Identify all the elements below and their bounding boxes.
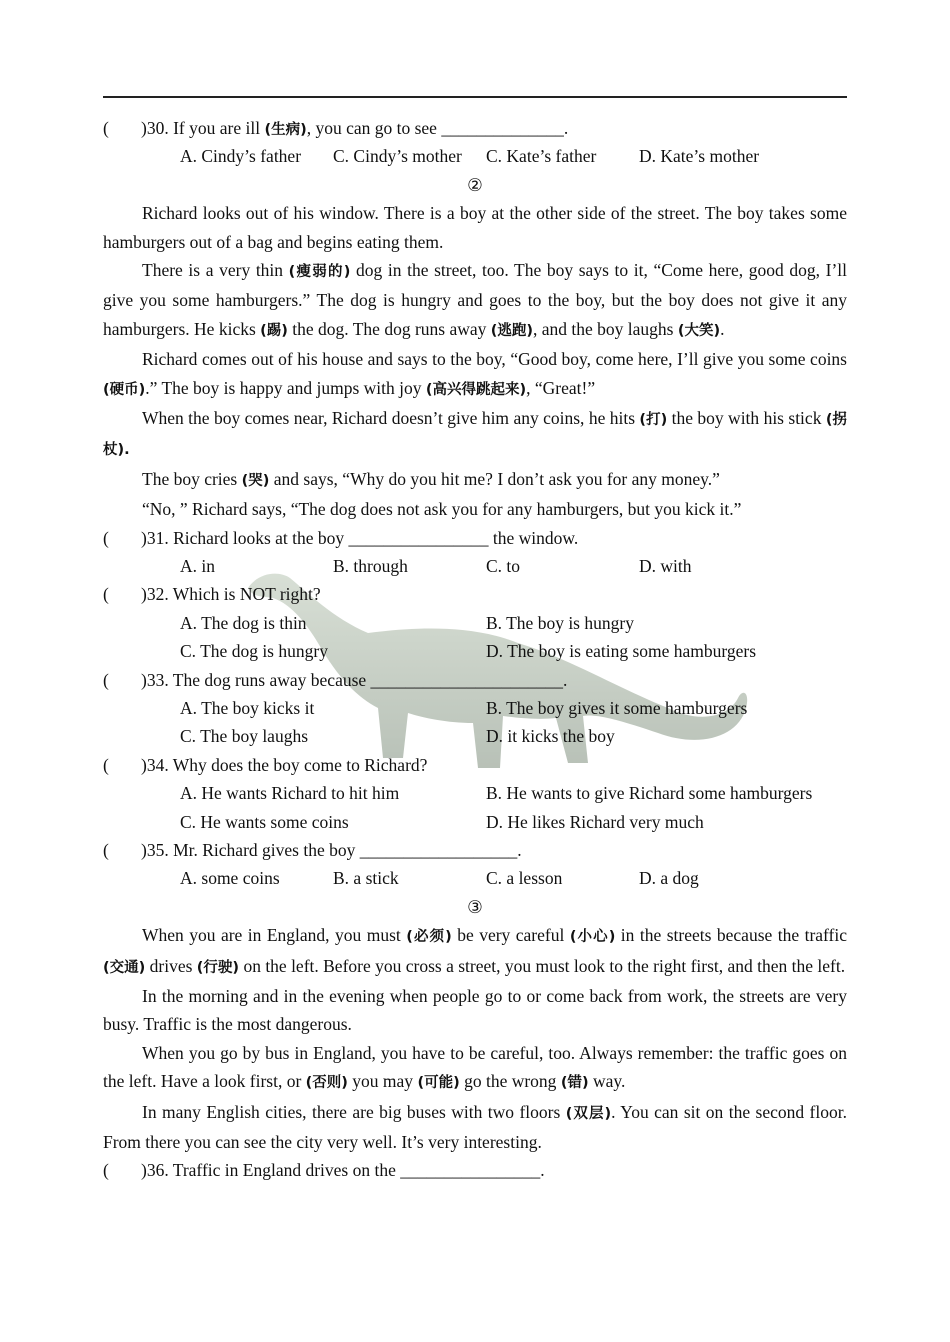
text: way. (588, 1071, 626, 1092)
question-31-options (103, 552, 847, 580)
text: on the left. Before you cross a street, you must look to the right first, and then the left. (239, 955, 846, 976)
chinese-gloss: (大笑) (677, 322, 721, 339)
question-text-part: , you can go to see ______________. (306, 118, 569, 138)
answer-paren[interactable]: ( (103, 118, 109, 138)
option-b[interactable]: B. The boy gives it some hamburgers (486, 697, 748, 718)
question-text: )32. Which is NOT right? (141, 584, 321, 605)
question-text: )35. Mr. Richard gives the boy __________________. (141, 839, 522, 860)
text: drives (145, 955, 197, 976)
passage-paragraph: In the morning and in the evening when people go to or come back from work, the streets are very busy. Traffic is the most dangerous. (103, 985, 847, 1035)
question-35-options (103, 864, 847, 892)
chinese-gloss: (踢) (260, 322, 288, 339)
section-number-3: ③ (467, 896, 483, 917)
passage-paragraph (103, 256, 847, 345)
text: . You can sit on the second floor. From there you can see the city very well. It’s very interesting. (103, 1101, 847, 1152)
option-b[interactable]: B. through (333, 556, 408, 577)
option-c[interactable]: C. The dog is hungry (180, 641, 328, 662)
text: and says, “Why do you hit me? I don’t ask you for any money.” (269, 468, 720, 489)
chinese-gloss: (打) (639, 412, 668, 429)
text: , “Great!” (526, 377, 596, 398)
passage-paragraph (103, 345, 847, 404)
question-35 (103, 836, 847, 864)
option-d[interactable]: D. a dog (639, 868, 699, 889)
question-32 (103, 580, 847, 608)
option-a[interactable]: A. He wants Richard to hit him (180, 783, 400, 804)
question-33-options-row-2 (103, 722, 847, 750)
text: the dog. The dog runs away (287, 318, 491, 339)
question-34 (103, 751, 847, 779)
option-d[interactable]: D. Kate’s mother (639, 146, 760, 167)
passage-paragraph (103, 404, 847, 465)
question-text: )31. Richard looks at the boy ________________ the window. (141, 527, 579, 548)
question-30 (103, 114, 847, 142)
chinese-gloss: (错) (560, 1075, 589, 1092)
answer-paren[interactable]: ( (103, 584, 109, 605)
option-c[interactable]: C. Kate’s father (486, 146, 597, 167)
option-a[interactable]: A. The boy kicks it (180, 697, 315, 718)
option-c[interactable]: C. to (486, 556, 521, 577)
chinese-gloss: (哭) (241, 472, 270, 489)
option-a[interactable]: A. in (180, 556, 215, 577)
question-text: )36. Traffic in England drives on the ________________. (141, 1160, 545, 1181)
text: the boy with his stick (667, 408, 826, 429)
option-d[interactable]: D. The boy is eating some hamburgers (486, 641, 757, 662)
option-c[interactable]: C. The boy laughs (180, 726, 309, 747)
question-33 (103, 666, 847, 694)
answer-paren[interactable]: ( (103, 669, 109, 690)
chinese-gloss: (必须) (406, 929, 452, 946)
chinese-gloss: (可能) (417, 1075, 460, 1092)
passage-paragraph (103, 1039, 847, 1098)
text: When the boy comes near, Richard doesn’t give him any coins, he hits (142, 408, 640, 429)
chinese-gloss: (硬币) (103, 381, 146, 398)
option-b[interactable]: B. The boy is hungry (486, 612, 634, 633)
option-b[interactable]: C. Cindy’s mother (333, 146, 462, 167)
chinese-gloss: (双层) (565, 1105, 612, 1122)
text: dog in the street, too. The boy says to it, “Come here, good dog, I’ll give you some hamburgers.” The dog is hungry and goes to the boy, but the boy does not give it any hamburgers. He kicks (103, 259, 847, 339)
text: .” The boy is happy and jumps with joy (145, 377, 426, 398)
chinese-gloss: (小心) (569, 929, 616, 946)
passage-paragraph (103, 921, 847, 982)
text: you may (347, 1071, 418, 1092)
passage-paragraph (103, 1098, 847, 1157)
question-34-options-row-1 (103, 779, 847, 807)
question-32-options-row-1 (103, 609, 847, 637)
chinese-gloss: (高兴得跳起来) (425, 381, 527, 398)
question-34-options-row-2 (103, 808, 847, 836)
text: go the wrong (459, 1071, 561, 1092)
text: The boy cries (142, 468, 242, 489)
option-c[interactable]: C. He wants some coins (180, 811, 349, 832)
option-a[interactable]: A. some coins (180, 868, 280, 889)
text: Richard comes out of his house and says to the boy, “Good boy, come here, I’ll give you some coins (142, 349, 847, 370)
answer-paren[interactable]: ( (103, 754, 109, 775)
question-text: )34. Why does the boy come to Richard? (141, 754, 428, 775)
text: When you are in England, you must (142, 925, 407, 946)
text: There is a very thin (142, 259, 289, 280)
question-text-part: )30. If you are ill (141, 118, 265, 138)
option-a[interactable]: A. Cindy’s father (180, 146, 302, 167)
option-b[interactable]: B. He wants to give Richard some hamburgers (486, 783, 813, 804)
passage-paragraph: “No, ” Richard says, “The dog does not ask you for any hamburgers, but you kick it.” (142, 499, 742, 520)
question-text: )33. The dog runs away because ______________________. (141, 669, 568, 690)
option-d[interactable]: D. it kicks the boy (486, 726, 615, 747)
text: in the streets because the traffic (615, 925, 848, 946)
chinese-gloss: (行驶) (196, 959, 240, 976)
question-30-options (103, 142, 847, 170)
chinese-gloss: (否则) (305, 1075, 348, 1092)
answer-paren[interactable]: ( (103, 839, 109, 860)
answer-paren[interactable]: ( (103, 1160, 109, 1181)
option-a[interactable]: A. The dog is thin (180, 612, 307, 633)
passage-paragraph (103, 465, 847, 495)
section-number-2: ② (467, 174, 483, 195)
text: be very careful (451, 925, 570, 946)
question-33-options-row-1 (103, 694, 847, 722)
option-c[interactable]: C. a lesson (486, 868, 563, 889)
answer-paren[interactable]: ( (103, 527, 109, 548)
text: , and the boy laughs (533, 318, 678, 339)
chinese-gloss: (交通) (103, 959, 146, 976)
text: When you go by bus in England, you have to be careful, too. Always remember: the traffic goes on the left. Have a look first, or (103, 1042, 847, 1092)
header-rule (103, 96, 847, 98)
question-36 (103, 1156, 847, 1184)
passage-paragraph: Richard looks out of his window. There is a boy at the other side of the street. The boy takes some hamburgers out of a bag and begins eating them. (103, 203, 847, 252)
chinese-gloss: (拐杖). (103, 412, 847, 459)
question-text (141, 114, 568, 144)
chinese-gloss: (逃跑) (490, 322, 534, 339)
option-b[interactable]: B. a stick (333, 868, 399, 889)
question-31 (103, 524, 847, 552)
chinese-gloss: (瘦弱的) (288, 263, 351, 280)
option-d[interactable]: D. with (639, 556, 692, 577)
text: In many English cities, there are big buses with two floors (142, 1101, 566, 1122)
worksheet-content (103, 114, 847, 1185)
chinese-gloss: (生病) (264, 122, 307, 138)
option-d[interactable]: D. He likes Richard very much (486, 811, 704, 832)
question-32-options-row-2 (103, 637, 847, 665)
text: . (720, 318, 725, 339)
